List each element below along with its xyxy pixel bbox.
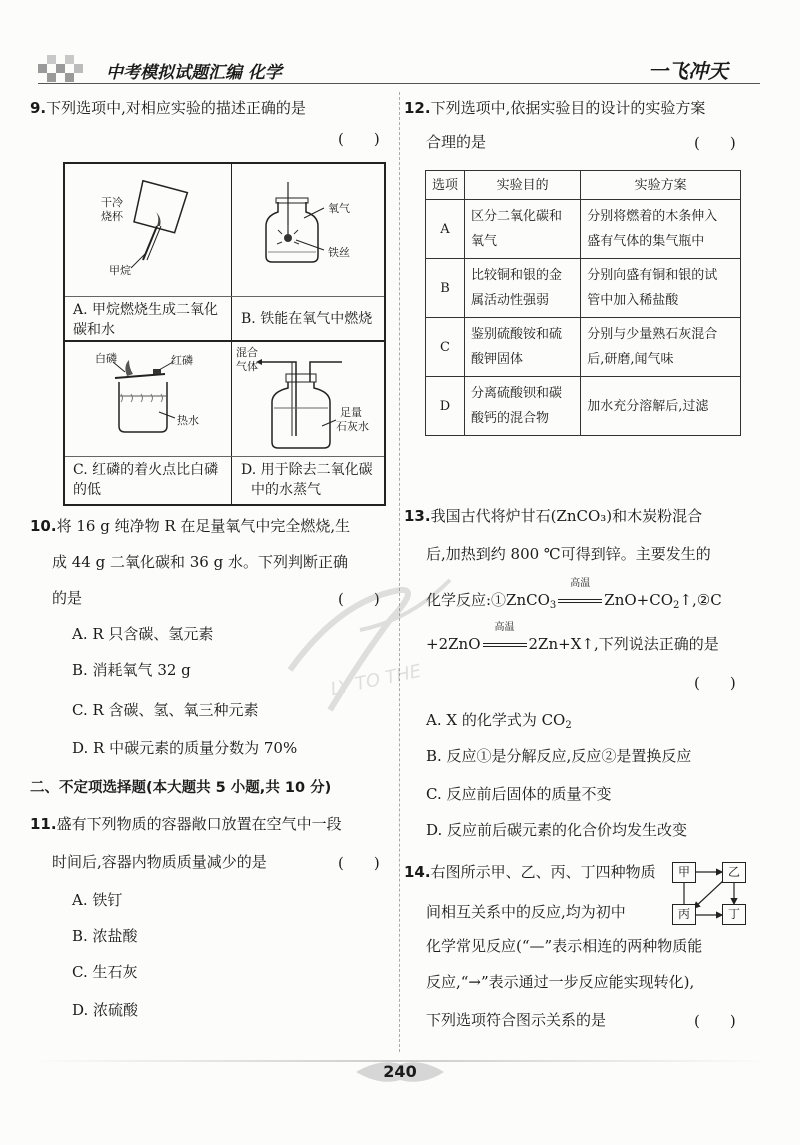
row-goal xyxy=(465,377,581,436)
q10-stem-l2: 成 44 g 二氧化碳和 36 g 水。下列判断正确 xyxy=(52,553,348,571)
table-row[interactable] xyxy=(426,377,741,436)
grid-caption-line-top xyxy=(65,296,384,297)
q11-answer-paren[interactable]: ( ) xyxy=(338,854,380,872)
label-sufficient: 足量 xyxy=(340,406,362,419)
q13-equation-1 xyxy=(426,578,722,616)
q9-figure-a xyxy=(65,164,231,296)
q12-answer-paren[interactable]: ( ) xyxy=(694,134,736,152)
header-rule xyxy=(38,83,760,84)
header-option: 选项 xyxy=(426,171,465,200)
row-option: D xyxy=(426,377,465,436)
node-jia: 甲 xyxy=(672,862,696,883)
plan-l1: 分别与少量熟石灰混合 xyxy=(587,327,718,342)
table-header-row xyxy=(426,171,741,200)
q13-option-c[interactable]: C. 反应前后固体的质量不变 xyxy=(426,785,612,803)
reaction-arrow-2 xyxy=(481,622,529,654)
q10-option-b[interactable]: B. 消耗氧气 32 g xyxy=(72,661,191,679)
q10-stem-l1 xyxy=(30,516,350,536)
row-plan xyxy=(581,318,741,377)
q11-option-b[interactable]: B. 浓盐酸 xyxy=(72,927,138,945)
label-oxygen: 氧气 xyxy=(328,202,350,215)
label-methane: 甲烷 xyxy=(109,264,131,277)
plan-l2: 后,研磨,闻气味 xyxy=(587,352,674,367)
header-plan: 实验方案 xyxy=(581,171,741,200)
q11-stem-l2: 时间后,容器内物质质量减少的是 xyxy=(52,853,267,871)
eq2-reactant: +2ZnO xyxy=(426,635,481,653)
label-dry-cold: 干冷 xyxy=(101,196,123,209)
q10-text-l1: 将 16 g 纯净物 R 在足量氧气中完全燃烧,生 xyxy=(56,517,351,535)
q14-number: 14. xyxy=(404,863,431,881)
label-iron-wire: 铁丝 xyxy=(328,246,350,259)
q9-option-grid xyxy=(63,162,386,506)
eq2-end: 2Zn+X↑,下列说法正确的是 xyxy=(528,635,719,653)
label-limewater: 石灰水 xyxy=(336,420,369,433)
label-white-phosphorus: 白磷 xyxy=(95,352,117,365)
q12-text-l1: 下列选项中,依据实验目的设计的实验方案 xyxy=(430,99,706,117)
methane-combustion-diagram xyxy=(65,164,231,296)
q9-figure-d xyxy=(232,342,384,456)
q14-relation-diagram xyxy=(672,862,748,926)
condition-high-temp-1: 高温 xyxy=(570,578,591,589)
node-bing: 丙 xyxy=(672,904,696,925)
q14-stem-l3: 化学常见反应(“—”表示相连的两种物质能 xyxy=(426,937,703,955)
q9-option-b-l1: B. 铁能在氧气中燃烧 xyxy=(241,311,373,327)
phosphorus-ignition-diagram xyxy=(65,342,231,456)
node-yi: 乙 xyxy=(722,862,746,883)
q13-stem-l1 xyxy=(404,506,702,526)
q10-option-d[interactable]: D. R 中碳元素的质量分数为 70% xyxy=(72,739,298,757)
q10-option-c[interactable]: C. R 含碳、氢、氧三种元素 xyxy=(72,701,259,719)
q12-table xyxy=(425,170,741,436)
q11-option-c[interactable]: C. 生石灰 xyxy=(72,963,138,981)
row-option: B xyxy=(426,259,465,318)
node-ding: 丁 xyxy=(722,904,746,925)
table-row[interactable] xyxy=(426,259,741,318)
eq1-product: ZnO+CO xyxy=(604,591,674,609)
q14-stem-l5: 下列选项符合图示关系的是 xyxy=(426,1011,607,1029)
eq1-end: ↑,②C xyxy=(679,591,722,609)
goal-l2: 氧气 xyxy=(471,234,498,249)
q9-text: 下列选项中,对相应实验的描述正确的是 xyxy=(46,99,306,117)
q13-number: 13. xyxy=(404,507,431,525)
q10-stem-l3: 的是 xyxy=(52,589,83,607)
q9-option-c-l1: C. 红磷的着火点比白磷 xyxy=(73,462,219,478)
goal-l1: 鉴别硫酸铵和硫 xyxy=(471,327,563,342)
q9-option-d-l2: 中的水蒸气 xyxy=(251,482,321,498)
q10-number: 10. xyxy=(30,517,57,535)
q9-stem xyxy=(30,98,306,118)
goal-l2: 酸钙的混合物 xyxy=(471,411,550,426)
q13-option-b[interactable]: B. 反应①是分解反应,反应②是置换反应 xyxy=(426,747,692,765)
q9-option-c-l2: 的低 xyxy=(73,482,101,498)
label-hot-water: 热水 xyxy=(177,414,199,427)
page-number-badge xyxy=(350,1052,450,1092)
reaction-arrow-1 xyxy=(556,578,604,610)
plan-l2: 盛有气体的集气瓶中 xyxy=(587,234,705,249)
q13-stem-l2: 后,加热到约 800 ℃可得到锌。主要发生的 xyxy=(426,545,711,563)
label-red-phosphorus: 红磷 xyxy=(171,354,193,367)
condition-high-temp-2: 高温 xyxy=(494,622,515,633)
q9-figure-b xyxy=(232,164,384,296)
q9-option-a-l2: 碳和水 xyxy=(73,322,115,338)
q11-number: 11. xyxy=(30,815,57,833)
row-plan xyxy=(581,200,741,259)
q13-option-d[interactable]: D. 反应前后碳元素的化合价均发生改变 xyxy=(426,821,688,839)
q11-stem-l1 xyxy=(30,814,342,834)
q13-answer-paren[interactable]: ( ) xyxy=(694,674,736,692)
watermark xyxy=(270,560,470,730)
row-plan xyxy=(581,259,741,318)
eq1-sub2: 2 xyxy=(673,600,680,611)
grid-caption-line-bottom xyxy=(65,456,384,457)
q11-option-a[interactable]: A. 铁钉 xyxy=(72,891,123,909)
q14-answer-paren[interactable]: ( ) xyxy=(694,1012,736,1030)
q10-option-a[interactable]: A. R 只含碳、氢元素 xyxy=(72,625,214,643)
table-row[interactable] xyxy=(426,200,741,259)
goal-l2: 酸钾固体 xyxy=(471,352,524,367)
watermark-logo xyxy=(270,560,470,730)
q13-option-a-sub: 2 xyxy=(565,720,572,731)
q14-stem-l2: 间相互关系中的反应,均为初中 xyxy=(426,903,626,921)
q9-figure-c xyxy=(65,342,231,456)
q13-option-a-text: A. X 的化学式为 CO xyxy=(426,711,566,729)
eq1-reactant: 化学反应:①ZnCO xyxy=(426,591,550,609)
q9-number: 9. xyxy=(30,99,47,117)
eq1-sub: 3 xyxy=(549,600,557,611)
q9-option-d-l1: D. 用于除去二氧化碳 xyxy=(241,462,373,478)
row-option: C xyxy=(426,318,465,377)
plan-l1: 加水充分溶解后,过滤 xyxy=(587,398,709,414)
goal-l2: 属活动性强弱 xyxy=(471,293,550,308)
q14-text-l1: 右图所示甲、乙、丙、丁四种物质 xyxy=(430,863,656,881)
q14-stem-l4: 反应,“→”表示通过一步反应能实现转化), xyxy=(426,973,695,991)
q9-option-a-l1: A. 甲烷燃烧生成二氧化 xyxy=(73,302,219,318)
q12-number: 12. xyxy=(404,99,431,117)
table-row[interactable] xyxy=(426,318,741,377)
label-gas: 气体 xyxy=(236,360,258,373)
watermark-text: LY TO THE xyxy=(328,660,423,701)
row-option: A xyxy=(426,200,465,259)
q9-answer-paren[interactable]: ( ) xyxy=(338,130,380,148)
row-plan xyxy=(581,377,741,436)
q11-text-l1: 盛有下列物质的容器敞口放置在空气中一段 xyxy=(56,815,342,833)
q10-answer-paren[interactable]: ( ) xyxy=(338,590,380,608)
row-goal xyxy=(465,259,581,318)
label-mixed: 混合 xyxy=(236,346,258,359)
page-number: 240 xyxy=(383,1062,417,1081)
iron-in-oxygen-diagram xyxy=(232,164,384,296)
q12-stem-l1 xyxy=(404,98,705,118)
goal-l1: 比较铜和银的金 xyxy=(471,268,563,283)
plan-l1: 分别将燃着的木条伸入 xyxy=(587,209,718,224)
row-goal xyxy=(465,318,581,377)
q11-option-d[interactable]: D. 浓硫酸 xyxy=(72,1001,139,1019)
header-decoration xyxy=(38,54,86,82)
header-goal: 实验目的 xyxy=(465,171,581,200)
q12-stem-l2: 合理的是 xyxy=(426,133,487,151)
plan-l2: 管中加入稀盐酸 xyxy=(587,293,679,308)
book-title: 中考模拟试题汇编 化学 xyxy=(106,63,282,83)
goal-l1: 分离硫酸钡和碳 xyxy=(471,386,563,401)
goal-l1: 区分二氧化碳和 xyxy=(471,209,563,224)
section-2-heading: 二、不定项选择题(本大题共 5 小题,共 10 分) xyxy=(30,780,332,796)
plan-l1: 分别向盛有铜和银的试 xyxy=(587,268,718,283)
q14-stem-l1 xyxy=(404,862,656,882)
row-goal xyxy=(465,200,581,259)
q13-text-l1: 我国古代将炉甘石(ZnCO₃)和木炭粉混合 xyxy=(430,507,703,525)
brand-logo: 一飞冲天 xyxy=(648,59,728,83)
label-beaker: 烧杯 xyxy=(101,210,123,223)
